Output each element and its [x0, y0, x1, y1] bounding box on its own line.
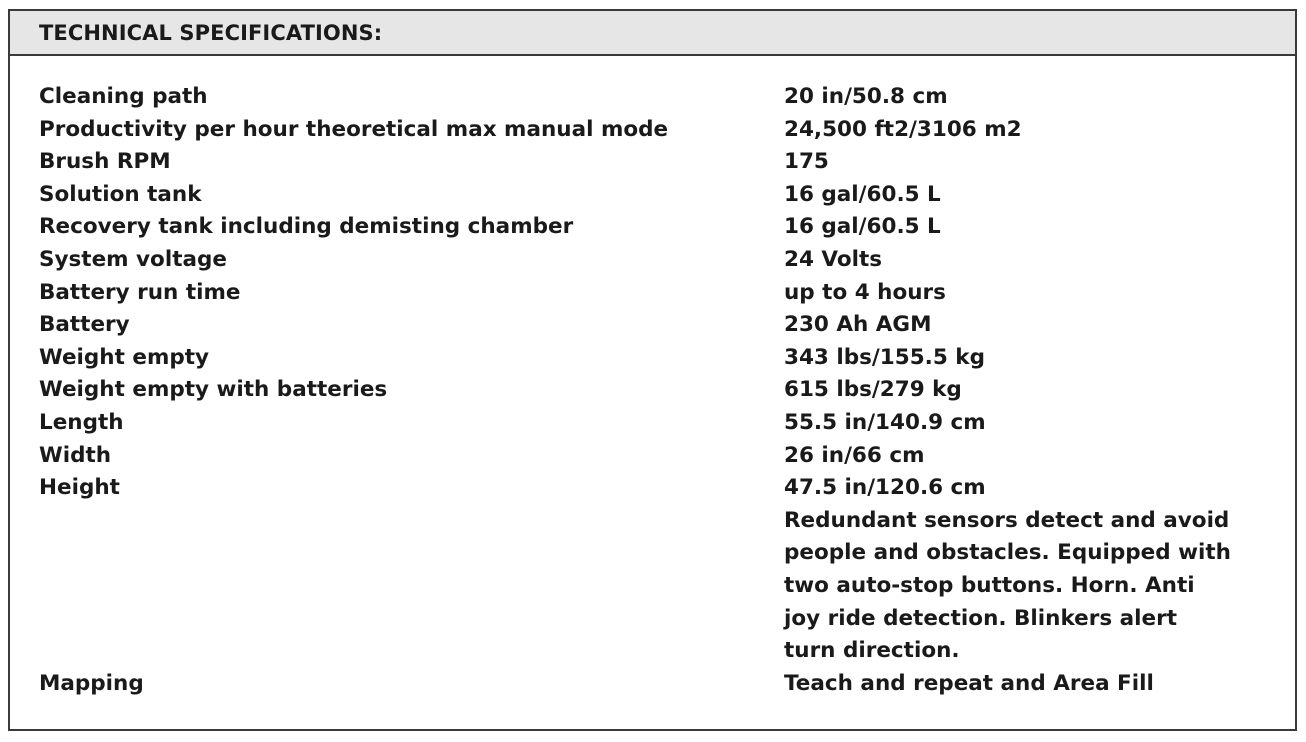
spec-label: Length	[39, 409, 124, 435]
spec-value: Teach and repeat and Area Fill	[784, 670, 1154, 696]
spec-value: 343 lbs/155.5 kg	[784, 344, 985, 370]
spec-table	[39, 81, 1275, 700]
spec-row-battery	[39, 309, 1275, 342]
spec-value: 24,500 ft2/3106 m2	[784, 116, 1022, 142]
spec-value: 20 in/50.8 cm	[784, 84, 948, 109]
panel-title: TECHNICAL SPECIFICATIONS:	[39, 20, 383, 45]
spec-row-safety	[39, 505, 1275, 668]
spec-row-length	[39, 407, 1275, 440]
spec-value: 55.5 in/140.9 cm	[784, 409, 986, 435]
spec-value: 175	[784, 149, 829, 175]
spec-row-width	[39, 440, 1275, 473]
technical-specifications-panel	[8, 9, 1297, 731]
spec-label: Cleaning path	[39, 84, 208, 109]
spec-row-productivity	[39, 114, 1275, 147]
spec-row-solution-tank	[39, 179, 1275, 212]
panel-header	[10, 11, 1295, 56]
spec-label: System voltage	[39, 246, 227, 272]
spec-row-weight-empty	[39, 342, 1275, 375]
spec-label: Brush RPM	[39, 149, 171, 175]
spec-label: Battery run time	[39, 279, 241, 305]
spec-value: 47.5 in/120.6 cm	[784, 475, 986, 501]
spec-row-system-voltage	[39, 244, 1275, 277]
spec-row-brush-rpm	[39, 146, 1275, 179]
spec-label: Weight empty with batteries	[39, 377, 388, 403]
spec-row-battery-run-time	[39, 277, 1275, 310]
spec-value: 230 Ah AGM	[784, 312, 932, 338]
spec-value: 26 in/66 cm	[784, 442, 925, 468]
spec-row-weight-with-batteries	[39, 374, 1275, 407]
spec-row-mapping	[39, 668, 1275, 701]
spec-row-recovery-tank	[39, 211, 1275, 244]
spec-value: 16 gal/60.5 L	[784, 181, 941, 207]
spec-label: Mapping	[39, 670, 144, 696]
spec-row-cleaning-path	[39, 81, 1275, 114]
spec-value: 16 gal/60.5 L	[784, 214, 941, 240]
spec-value: up to 4 hours	[784, 279, 946, 305]
spec-row-height	[39, 472, 1275, 505]
spec-label: Battery	[39, 312, 130, 338]
spec-label: Productivity per hour theoretical max manual mode	[39, 116, 669, 142]
spec-value: 24 Volts	[784, 246, 883, 272]
spec-label: Recovery tank including demisting chamber	[39, 214, 574, 240]
spec-value-safety-description: Redundant sensors detect and avoid people and obstacles. Equipped with two auto-stop buttons. Horn. Anti joy ride detection. Blinkers alert turn direction.	[784, 507, 1231, 664]
spec-value: 615 lbs/279 kg	[784, 377, 962, 403]
spec-label: Weight empty	[39, 344, 210, 370]
spec-label: Solution tank	[39, 181, 202, 207]
spec-label: Height	[39, 475, 120, 501]
spec-label: Width	[39, 442, 112, 468]
